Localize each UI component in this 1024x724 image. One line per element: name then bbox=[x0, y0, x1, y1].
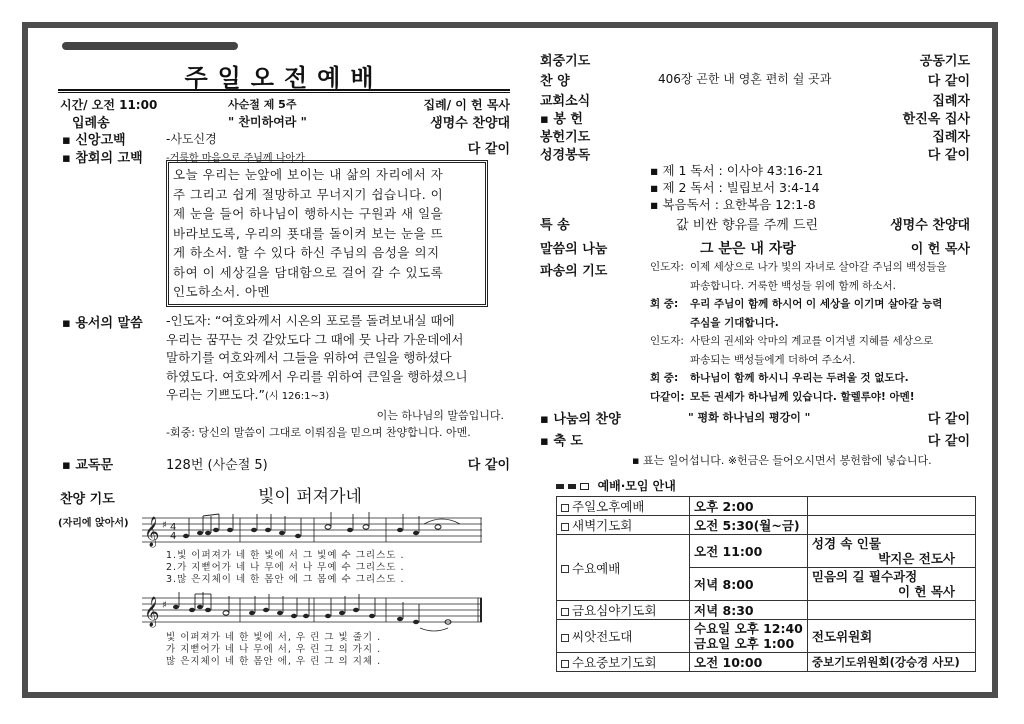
line-text: 우리 주님이 함께 하시어 이 세상을 이기며 살아갈 능력 bbox=[690, 298, 943, 310]
reading-line: ▪ 복음독서 : 요한복음 12:1-8 bbox=[650, 197, 816, 212]
schedule-extra bbox=[807, 497, 975, 516]
order-item bbox=[540, 108, 970, 128]
confession-line: 제 눈을 들어 하나님이 행하시는 구원과 새 일을 bbox=[173, 206, 444, 221]
sending-line bbox=[650, 332, 947, 351]
sending-line bbox=[650, 388, 947, 407]
line-text: 이제 세상으로 나가 빛의 자녀로 살아갈 주님의 백성들을 bbox=[690, 261, 947, 273]
lyric-line: 1.빛 이퍼져가 네 한 빛에 서 그 빛예 수 그리스도 . bbox=[166, 550, 405, 561]
confession-line: 게 하소서. 할 수 있다 하신 주님의 음성을 의지 bbox=[173, 245, 440, 260]
special-song bbox=[540, 214, 970, 234]
pardon-text bbox=[166, 312, 468, 407]
svg-text:4: 4 bbox=[170, 522, 177, 533]
schedule-extra: 전도위원회 bbox=[807, 620, 975, 653]
page-title: 주일오전예배 bbox=[184, 64, 384, 92]
intro-by: 생명수 찬양대 bbox=[430, 116, 510, 131]
presider: 집례/ 이 헌 목사 bbox=[423, 98, 510, 112]
schedule-extra bbox=[807, 601, 975, 620]
praise-sub: (자리에 앉아서) bbox=[58, 518, 129, 529]
order-item bbox=[540, 126, 970, 146]
blessing-label: ▪ 축 도 bbox=[540, 434, 583, 449]
reading-line: ▪ 제 1 독서 : 이사야 43:16-21 bbox=[650, 163, 824, 178]
blessing-by: 다 같이 bbox=[927, 434, 970, 449]
lyrics-block-2 bbox=[166, 632, 381, 668]
song-title: 빛이 퍼져가네 bbox=[258, 487, 362, 507]
speaker: 회 중: bbox=[650, 298, 679, 310]
special-title: 값 비싼 향유를 주께 드린 bbox=[676, 218, 819, 233]
responsive-value: 128번 (사순절 5) bbox=[166, 458, 268, 473]
sermon-by: 이 헌 목사 bbox=[910, 242, 970, 257]
confession-line: 인도하소서. 아멘 bbox=[173, 284, 270, 299]
pardon-line: 우리는 기쁘도다.” bbox=[166, 387, 265, 402]
blessing bbox=[540, 430, 970, 450]
svg-text:𝄞: 𝄞 bbox=[144, 597, 160, 627]
svg-text:𝄞: 𝄞 bbox=[144, 517, 160, 547]
speaker: 인도자: bbox=[650, 261, 684, 273]
schedule-extra bbox=[807, 516, 975, 535]
line-text: 사탄의 권세와 악마의 계교를 이겨낼 지혜를 세상으로 bbox=[690, 335, 934, 347]
confess-by: 다 같이 bbox=[467, 142, 510, 157]
bullet-icon bbox=[580, 483, 589, 490]
confession-line: 바라보도록, 우리의 푯대를 돌이켜 보는 눈을 뜨 bbox=[173, 225, 444, 241]
checkbox-square-icon bbox=[561, 565, 569, 573]
share-title: " 평화 하나님의 평강이 " bbox=[688, 411, 811, 424]
share-by: 다 같이 bbox=[927, 412, 970, 427]
checkbox-square-icon bbox=[561, 504, 569, 512]
schedule-name: 씨앗전도대 bbox=[557, 620, 690, 653]
bulletin-page bbox=[22, 22, 998, 698]
pardon-line: 말하기를 여호와께서 그들을 위하여 큰일을 행하셨다 bbox=[166, 350, 452, 365]
schedule-time: 오전 5:30(월~금) bbox=[690, 516, 808, 535]
confession-prayer-box bbox=[166, 160, 488, 307]
order-label: 성경봉독 bbox=[540, 148, 591, 163]
creed-label: ▪ 신앙고백 bbox=[62, 133, 126, 148]
header-bar bbox=[62, 42, 238, 50]
lyric-line: 빛 이퍼져가 네 한 빛에 서, 우 린 그 빛 줄기 . bbox=[166, 632, 382, 643]
left-column bbox=[58, 28, 510, 692]
reading-line: ▪ 제 2 독서 : 빌립보서 3:4-14 bbox=[650, 180, 820, 195]
pardon-line-last bbox=[166, 386, 468, 407]
confess-label: ▪ 참회의 고백 bbox=[62, 151, 143, 166]
intro-title: " 찬미하여라 " bbox=[228, 115, 307, 129]
order-by: 한진옥 집사 bbox=[902, 112, 970, 127]
creed-value: -사도신경 bbox=[166, 132, 217, 146]
bulletin-note: ▪ 표는 일어섭니다. ※헌금은 들어오시면서 봉헌함에 넣습니다. bbox=[632, 454, 932, 467]
schedule-name: 수요중보기도회 bbox=[557, 653, 690, 672]
order-by: 집례자 bbox=[932, 130, 970, 145]
schedule-time: 저녁 8:00 bbox=[690, 568, 808, 601]
checkbox-square-icon bbox=[561, 523, 569, 531]
confess-sub: -거룩한 마음으로 주님께 나아가 bbox=[166, 153, 305, 164]
schedule-time: 오전 10:00 bbox=[690, 653, 808, 672]
schedule-name: 새벽기도회 bbox=[557, 516, 690, 535]
intro-label: 입례송 bbox=[72, 116, 110, 131]
table-row bbox=[557, 535, 976, 568]
sending-line bbox=[650, 369, 947, 388]
responsive-label: ▪ 교독문 bbox=[62, 458, 114, 473]
schedule-extra: 성경 속 인물 박지은 전도사 bbox=[807, 535, 975, 568]
pardon-response: -회중: 당신의 말씀이 그대로 이뤄짐을 믿으며 찬양합니다. 아멘. bbox=[166, 426, 471, 439]
pardon-ref: (시 126:1~3) bbox=[264, 391, 330, 402]
checkbox-square-icon bbox=[561, 660, 569, 668]
schedule-extra: 믿음의 길 필수과정 이 헌 목사 bbox=[807, 568, 975, 601]
order-item bbox=[540, 144, 970, 164]
music-staff-1 bbox=[142, 512, 482, 552]
line-text: 파송합니다. 거룩한 백성들 위에 함께 하소서. bbox=[690, 279, 896, 292]
season: 사순절 제 5주 bbox=[228, 98, 297, 111]
lyrics-block-1 bbox=[166, 550, 404, 586]
table-row bbox=[557, 601, 976, 620]
title-rule-thin bbox=[58, 92, 510, 93]
order-by: 집례자 bbox=[932, 94, 970, 109]
schedule-title: 예배·모임 안내 bbox=[597, 479, 676, 493]
line-text: 파송되는 백성들에게 더하여 주소서. bbox=[690, 353, 856, 366]
pardon-line: -인도자: “여호와께서 시온의 포로를 돌려보내실 때에 bbox=[166, 313, 455, 328]
schedule-name: 주일오후예배 bbox=[557, 497, 690, 516]
schedule-table bbox=[556, 496, 976, 672]
sending-line bbox=[650, 277, 947, 296]
table-row bbox=[557, 497, 976, 516]
order-item bbox=[540, 70, 970, 90]
share-label: ▪ 나눔의 찬양 bbox=[540, 412, 621, 427]
line-text: 모든 권세가 하나님께 있습니다. 할렐루야! 아멘! bbox=[690, 390, 915, 403]
lyric-line: 2.가 지뻗어가 네 나 무에 서 나 무예 수 그리스도 . bbox=[166, 562, 405, 573]
table-row bbox=[557, 620, 976, 653]
confession-line: 주 그리고 쉽게 절망하고 무너지기 쉽습니다. 이 bbox=[173, 186, 444, 202]
table-row bbox=[557, 653, 976, 672]
speaker: 회 중: bbox=[650, 372, 679, 384]
sending-label: 파송의 기도 bbox=[540, 264, 608, 279]
schedule-heading bbox=[556, 477, 676, 494]
order-by: 공동기도 bbox=[919, 54, 970, 69]
order-item bbox=[540, 90, 970, 110]
title-rule bbox=[58, 89, 510, 91]
sending-line bbox=[650, 295, 947, 314]
order-label: 찬 양 bbox=[540, 74, 570, 89]
confession-line: 하여 이 세상길을 담대함으로 걸어 갈 수 있도록 bbox=[173, 264, 444, 280]
pardon-label: ▪ 용서의 말씀 bbox=[62, 316, 143, 331]
right-column bbox=[540, 28, 970, 692]
checkbox-square-icon bbox=[561, 634, 569, 642]
schedule-name: 금요심야기도회 bbox=[557, 601, 690, 620]
special-label: 특 송 bbox=[540, 218, 570, 233]
order-label: 봉헌기도 bbox=[540, 130, 591, 145]
schedule-extra: 중보기도위원회(강승경 사모) bbox=[807, 653, 975, 672]
share-song bbox=[540, 408, 970, 428]
confession-line: 오늘 우리는 눈앞에 보이는 내 삶의 자리에서 자 bbox=[173, 167, 444, 182]
order-by: 다 같이 bbox=[927, 74, 970, 89]
svg-text:♯: ♯ bbox=[162, 520, 167, 531]
pardon-line: 하였도다. 여호와께서 우리를 위하여 큰일을 행하셨으니 bbox=[166, 368, 468, 384]
special-by: 생명수 찬양대 bbox=[890, 218, 970, 233]
speaker: 다같이: bbox=[650, 390, 685, 403]
sending-prayer bbox=[650, 258, 947, 406]
schedule-time: 저녁 8:30 bbox=[690, 601, 808, 620]
sermon-label: 말씀의 나눔 bbox=[540, 242, 608, 257]
praise-label: 찬양 기도 bbox=[60, 492, 115, 507]
svg-text:4: 4 bbox=[170, 531, 177, 542]
sermon-title: 그 분은 내 자랑 bbox=[700, 241, 796, 257]
speaker: 인도자: bbox=[650, 335, 684, 347]
svg-text:♯: ♯ bbox=[162, 600, 167, 611]
lyric-line: 많 은지체이 네 한 몸안 에, 우 린 그 의 지체 . bbox=[166, 656, 382, 667]
readings bbox=[650, 162, 823, 213]
table-row bbox=[557, 516, 976, 535]
order-item bbox=[540, 50, 970, 70]
schedule-time: 오전 11:00 bbox=[690, 535, 808, 568]
order-label: 회중기도 bbox=[540, 54, 591, 69]
sending-line bbox=[650, 351, 947, 370]
schedule-name: 수요예배 bbox=[557, 535, 690, 601]
bullet-icon bbox=[556, 484, 564, 489]
sending-line bbox=[650, 314, 947, 333]
schedule-time: 오후 2:00 bbox=[690, 497, 808, 516]
service-time: 시간/ 오전 11:00 bbox=[60, 98, 158, 112]
pardon-line: 우리는 꿈꾸는 것 같았도다 그 때에 뭇 나라 가운데에서 bbox=[166, 331, 464, 347]
sermon bbox=[540, 238, 970, 258]
line-text: 주심을 기대합니다. bbox=[690, 316, 779, 329]
lyric-line: 3.많 은지체이 네 한 몸안 에 그 몸예 수 그리스도 . bbox=[166, 574, 405, 585]
sending-line bbox=[650, 258, 947, 277]
line-text: 하나님이 함께 하시니 우리는 두려울 것 없도다. bbox=[690, 372, 909, 384]
order-label: 교회소식 bbox=[540, 94, 591, 109]
checkbox-square-icon bbox=[561, 608, 569, 616]
pardon-closing: 이는 하나님의 말씀입니다. bbox=[376, 409, 504, 422]
lyric-line: 가 지뻗어가 네 나 무에 서, 우 린 그 의 가지 . bbox=[166, 644, 382, 655]
schedule-time: 수요일 오후 12:40 금요일 오후 1:00 bbox=[690, 620, 808, 653]
order-label: ▪ 봉 헌 bbox=[540, 112, 583, 127]
music-staff-2 bbox=[142, 592, 482, 632]
order-by: 다 같이 bbox=[927, 148, 970, 163]
order-detail: 406장 곤한 내 영혼 편히 쉴 곳과 bbox=[658, 72, 832, 86]
bullet-icon bbox=[568, 484, 576, 489]
responsive-by: 다 같이 bbox=[467, 458, 510, 473]
